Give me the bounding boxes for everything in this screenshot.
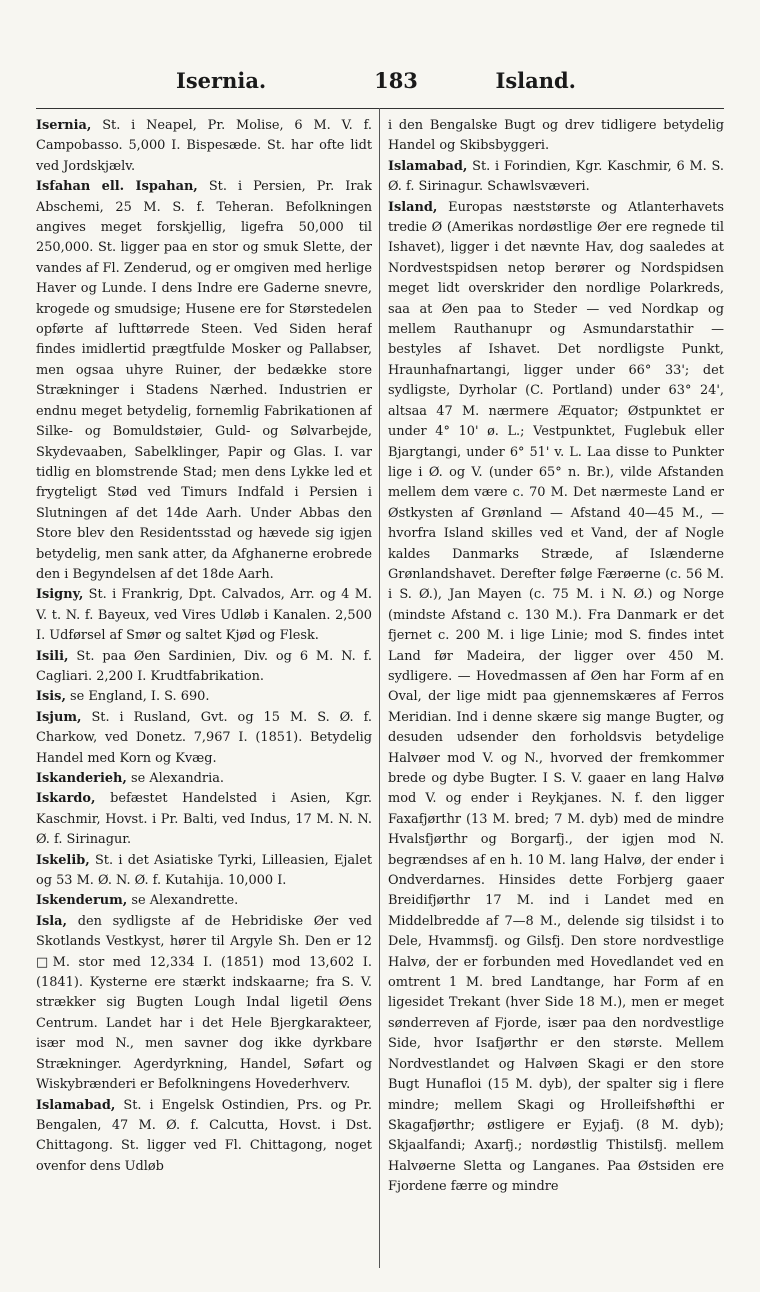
running-head [36, 68, 724, 104]
entry-iskelib [36, 851, 372, 892]
entry-text: i den Bengalske Bugt og drev tidligere betydelig Handel og Skibsbyggeri. [388, 118, 724, 154]
headword: Iskanderieh, [36, 771, 127, 786]
headword: Iskelib, [36, 852, 90, 868]
headword: Islamabad, [36, 1097, 116, 1113]
headword: Isigny, [36, 587, 84, 603]
running-head-last-entry: Island. [495, 68, 576, 93]
headword: Isili, [36, 648, 69, 664]
entry-text: St. i det Asiatiske Tyrki, Lilleasien, Ejalet og 53 M. Ø. N. Ø. f. Kutahija. 10,000 I. [36, 852, 372, 889]
entry-islamabad-bengal [36, 1096, 372, 1178]
entry-text: St. i Persien, Pr. Irak Abschemi, 25 M. S. f. Teheran. Befolkningen angives meget forskjellig, ligefra 50,000 til 250,000. St. ligger paa en stor og smuk Slette, der vandes af Fl. Zenderud, og er omgiven med herlige Haver og Lunde. I dens Indre ere Gaderne snevre, krogede og smudsige; Husene ere for Størstedelen opførte af lufttørrede Steen. Ved Siden heraf findes imidlertid prægtfulde Mosker og Pallabser, men ogsaa uhyre Ruiner, der bedække store Strækninger i Stadens Nærhed. Industrien er endnu meget betydelig, fornemlig Fabrikationen af Silke- og Bomuldstøier, Guld- og Sølvarbejde, Skydevaaben, Sabelklinger, Papir og Glas. I. var tidlig en blomstrende Stad; men dens Lykke led et frygteligt Stød ved Timurs Indfald i Persien i Slutningen af det 14de Aarh. Under Abbas den Store blev den Residentsstad og hævede sig igjen betydelig, men sank atter, da Afghanerne erobrede den i Begyndelsen af det 18de Aarh. [36, 179, 372, 582]
header-rule [36, 108, 724, 109]
entry-text: den sydligste af de Hebridiske Øer ved Skotlands Vestkyst, hører til Argyle Sh. Den er 12 □M. stor med 12,334 I. (1851) mod 13,602 I. (1841). Kysterne ere stærkt indskaarne; fra S. V. strækker sig Bugten Lough Indal ligetil Øens Centrum. Landet har i det Hele Bjergkarakteer, især mod N., men savner dog ikke dyrkbare Strækninger. Agerdyrkning, Handel, Søfart og Wiskybrænderi er Befolkningens Hovederhverv. [36, 913, 372, 1093]
headword: Islamabad, [388, 158, 468, 174]
entry-isili [36, 647, 372, 688]
headword: Isfahan ell. Ispahan, [36, 179, 198, 195]
page-number: 183 [374, 68, 418, 93]
entry-isernia [36, 116, 372, 177]
entry-text: St. i Rusland, Gvt. og 15 M. S. Ø. f. Charkow, ved Donetz. 7,967 I. (1851). Betydelig Handel med Korn og Kvæg. [36, 709, 372, 766]
entry-iskenderum [36, 891, 372, 911]
running-head-first-entry: Isernia. [176, 68, 267, 93]
entry-text: St. i Forindien, Kgr. Kaschmir, 6 M. S. Ø. f. Sirinagur. Schawlsvæveri. [388, 158, 724, 195]
headword: Isernia, [36, 118, 92, 133]
entry-iskardo [36, 789, 372, 850]
entry-text: befæstet Handelsted i Asien, Kgr. Kaschmir, Hovst. i Pr. Balti, ved Indus, 17 M. N. N. Ø. f. Sirinagur. [36, 791, 372, 848]
entry-isfahan [36, 177, 372, 585]
column-divider [379, 108, 380, 1268]
entry-text: se England, I. S. 690. [65, 689, 210, 705]
headword: Isis, [36, 689, 66, 705]
entry-text: se Alexandrette. [127, 893, 239, 909]
entry-text: St. paa Øen Sardinien, Div. og 6 M. N. f. Cagliari. 2,200 I. Krudtfabrikation. [36, 648, 372, 684]
entry-isigny [36, 585, 372, 646]
entry-iskanderieh [36, 769, 372, 789]
left-column [36, 116, 372, 1266]
entry-continuation [388, 116, 724, 157]
entry-text: St. i Neapel, Pr. Molise, 6 M. V. f. Campobasso. 5,000 I. Bispesæde. St. har ofte lidt ved Jordskjælv. [36, 118, 372, 174]
headword: Isla, [36, 913, 68, 929]
entry-isis [36, 687, 372, 707]
headword: Isjum, [36, 709, 82, 725]
headword: Island, [388, 199, 438, 215]
right-column [388, 116, 724, 1266]
entry-text: Europas næststørste og Atlanterhavets tredie Ø (Amerikas nordøstlige Øer ere regnede til Ishavet), ligger i det nævnte Hav, dog saaledes at Nordvestspidsen netop berører og Nordspidsen meget lidt overskrider den nordlige Polarkreds, saa at Øen paa to Steder — ved Nordkap og mellem Rauthanupr og Asmundarstathir — bestyles af Ishavet. Det nordligste Punkt, Hraunhafnartangi, ligger under 66° 33'; det sydligste, Dyrholar (C. Portland) under 63° 24', altsaa 47 M. nærmere Æquator; Østpunktet er under 4° 10' ø. L.; Vestpunktet, Fuglebuk eller Bjargtangi, under 6° 51' v. L. Laa disse to Punkter lige i Ø. og V. (under 65° n. Br.), vilde Afstanden mellem dem være c. 70 M. Det nærmeste Land er Østkysten af Grønland — Afstand 40—45 M., — hvorfra Island skilles ved et Vand, der af Nogle kaldes Danmarks Stræde, af Islænderne Grønlandshavet. Derefter følge Færøerne (c. 56 M. i S. Ø.), Jan Mayen (c. 75 M. i N. Ø.) og Norge (mindste Afstand c. 130 M.). Fra Danmark er det fjernet c. 200 M. i lige Linie; mod S. findes intet Land før Madeira, der ligger over 450 M. sydligere. — Hovedmassen af Øen har Form af en Oval, der lige midt paa gjennemskæres af Ferros Meridian. Ind i denne skære sig mange Bugter, og desuden udsender den forholdsvis betydelige Halvøer mod V. og N., hvorved der fremkommer brede og dybe Bugter. I S. V. gaaer en lang Halvø mod V. og ender i Reykjanes. N. f. den ligger Faxafjørthr (13 M. bred; 7 M. dyb) med de mindre Hvalsfjørthr og Borgarfj., der igjen mod N. begrændses af en h. 10 M. lang Halvø, der ender i Ondverdarnes. Hinsides dette Forbjerg gaaer Breidifjørthr 17 M. ind i Landet med en Middelbredde af 7—8 M., delende sig tilsidst i to Dele, Hvammsfj. og Gilsfj. Den store nordvestlige Halvø, der er forbunden med Hovedlandet ved en omtrent 1 M. bred Landtange, har Form af en ligesidet Trekant (hver Side 18 M.), men er meget sønderreven af Fjorde, især paa den nordvestlige Side, hvor Isafjørthr er den største. Mellem Nordvestlandet og Halvøen Skagi er den store Bugt Hunafloi (15 M. dyb), der spalter sig i flere mindre; mellem Skagi og Hrolleifshøfthi er Skagafjørthr; østligere er Eyjafj. (8 M. dyb); Skjaalfandi; Axarfj.; nordøstlig Thistilsfj. mellem Halvøerne Sletta og Langanes. Paa Østsiden ere Fjordene færre og mindre [388, 199, 724, 1195]
headword: Iskenderum, [36, 893, 128, 909]
headword: Iskardo, [36, 791, 96, 807]
entry-island [388, 198, 724, 1198]
entry-text: St. i Frankrig, Dpt. Calvados, Arr. og 4 M. V. t. N. f. Bayeux, ved Vires Udløb i Kanalen. 2,500 I. Udførsel af Smør og saltet Kjød og Flesk. [36, 587, 372, 644]
entry-isla [36, 912, 372, 1096]
entry-isjum [36, 708, 372, 769]
entry-text: se Alexandria. [126, 771, 224, 786]
entry-islamabad-kashmir [388, 157, 724, 198]
entry-text: St. i Engelsk Ostindien, Prs. og Pr. Bengalen, 47 M. Ø. f. Calcutta, Hovst. i Dst. Chittagong. St. ligger ved Fl. Chittagong, noget ovenfor dens Udløb [36, 1097, 372, 1174]
